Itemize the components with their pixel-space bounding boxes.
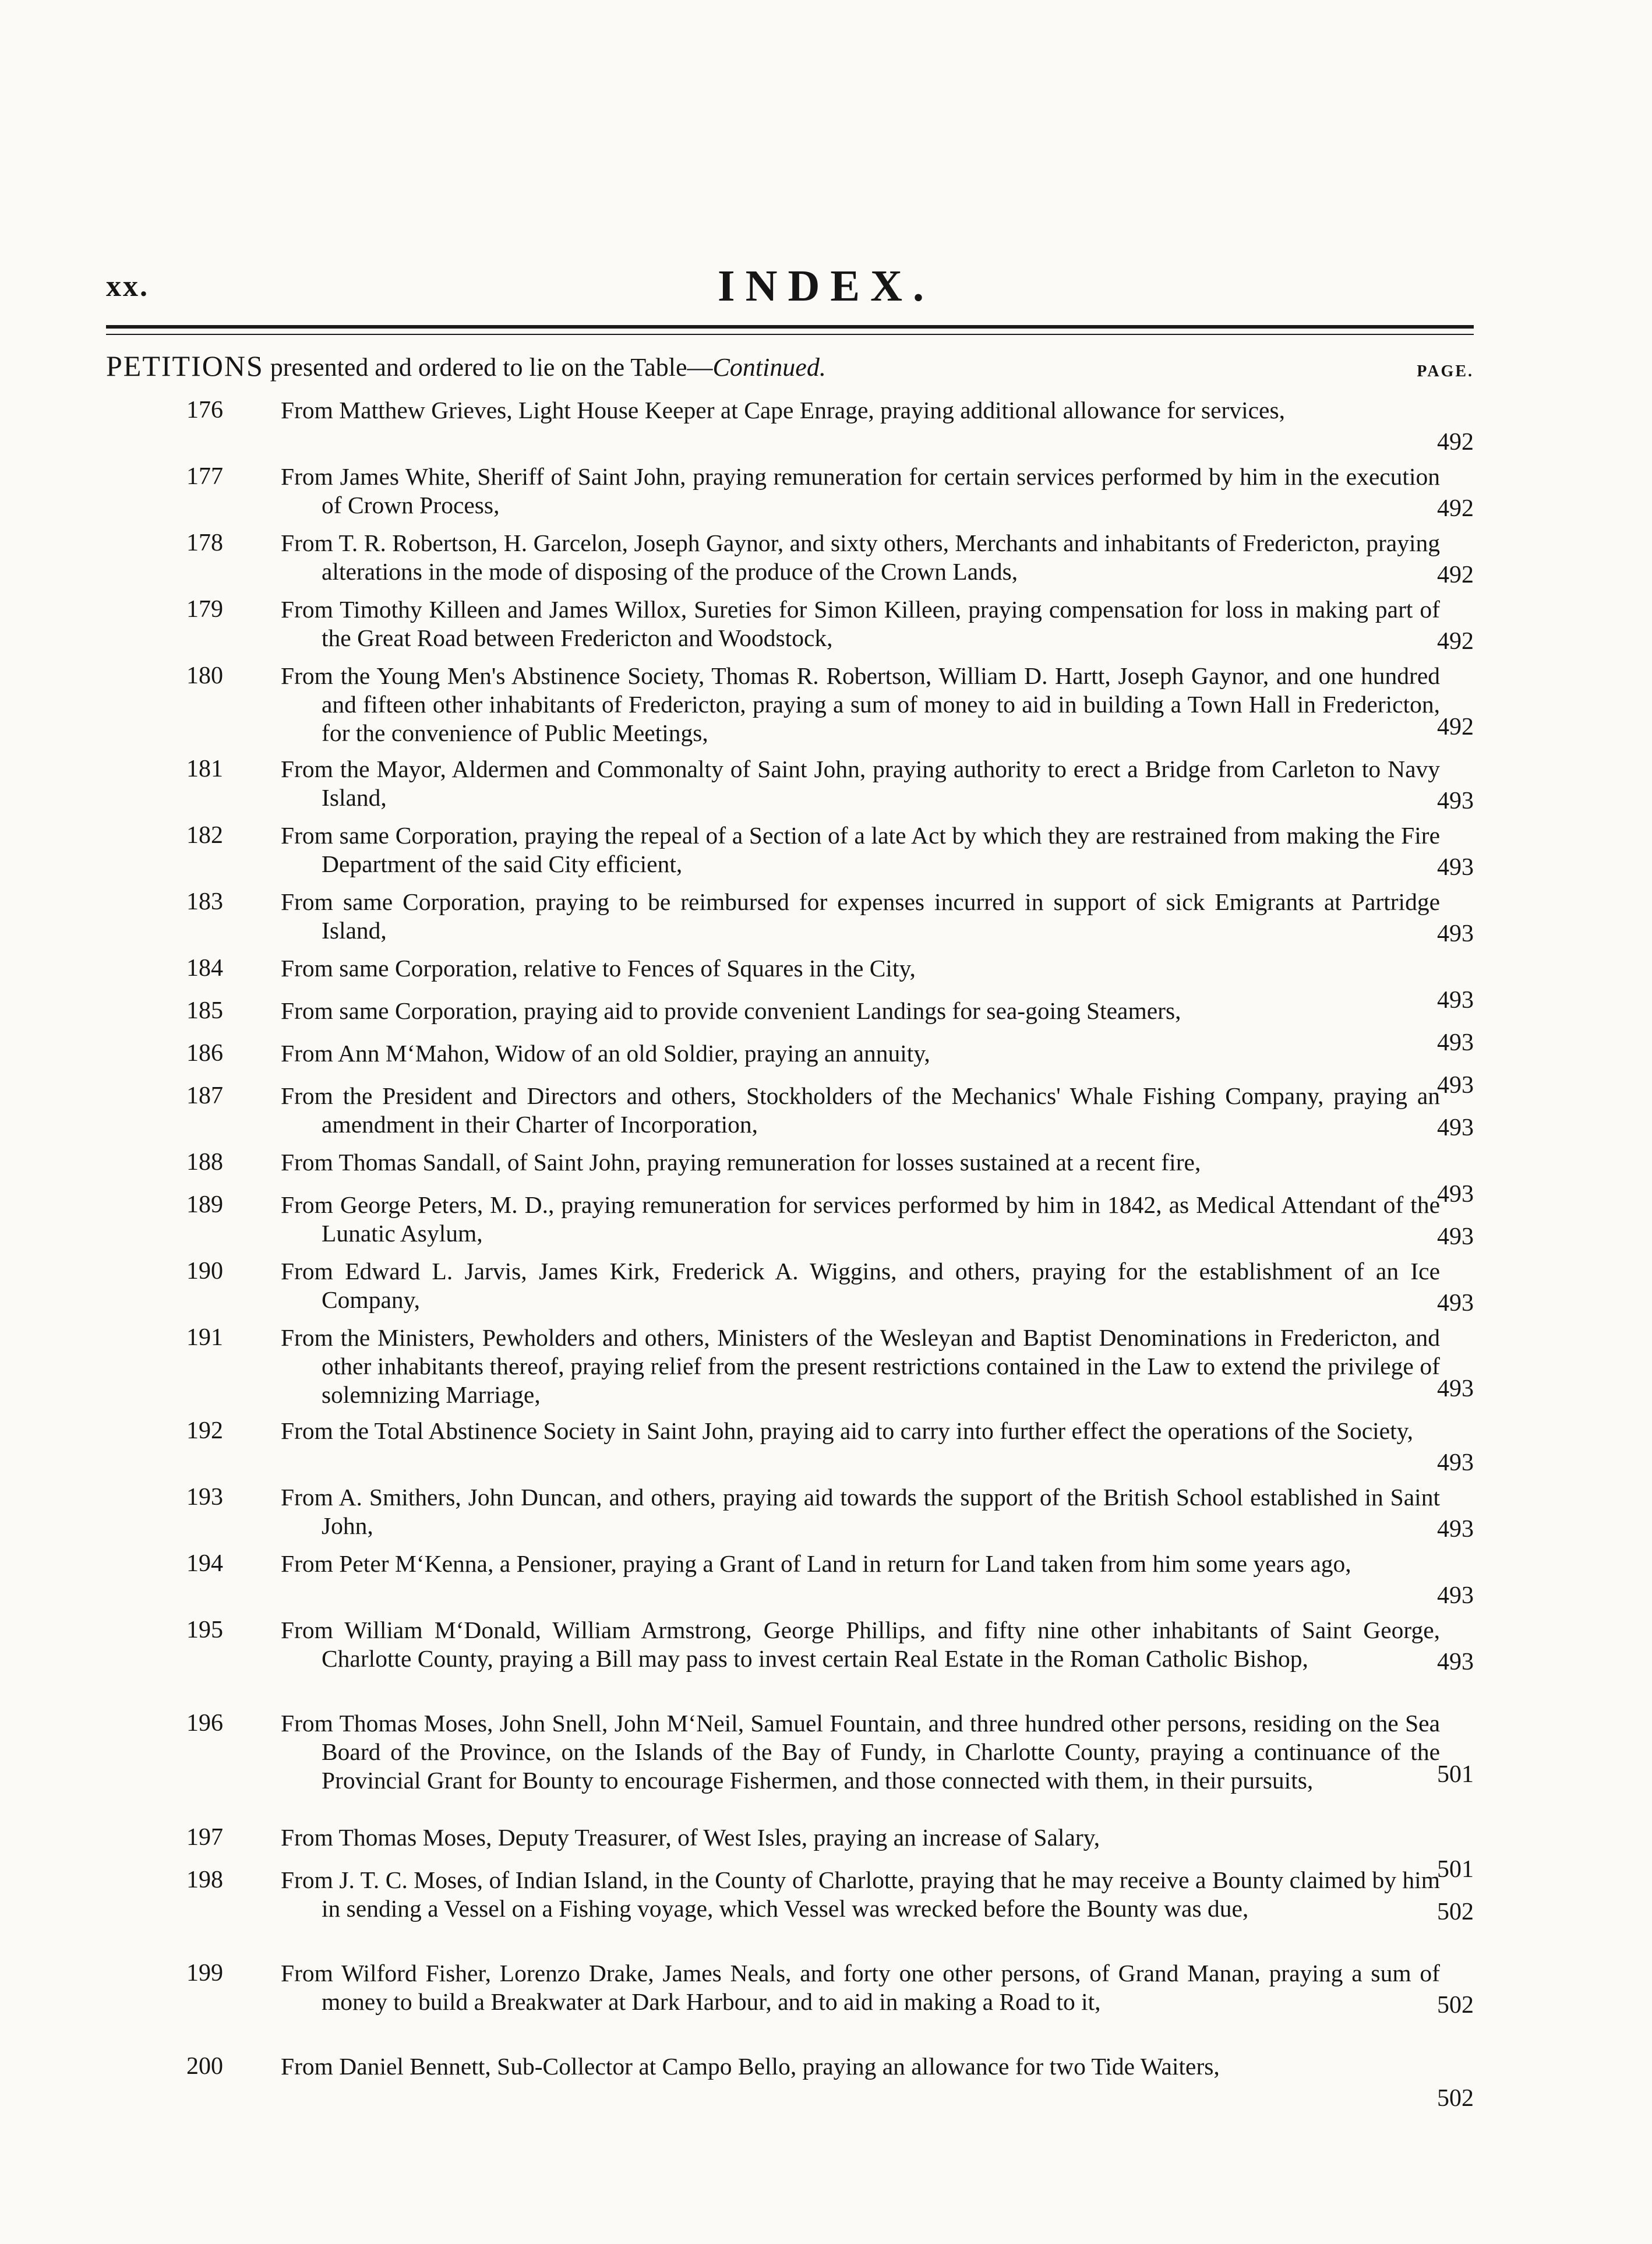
petition-page: 493 (1437, 1181, 1474, 1208)
petition-text: From Wilford Fisher, Lorenzo Drake, James Neals, and forty one other persons, of Grand Manan, praying a sum of money to build a Breakwater at Dark Harbour, and to aid in making a Road to it, (281, 1960, 1440, 2015)
petition-entry (106, 1616, 1474, 1682)
petition-text: From Thomas Moses, Deputy Treasurer, of West Isles, praying an increase of Salary, (281, 1824, 1100, 1851)
petition-entry (106, 396, 1474, 463)
petition-entry (106, 1483, 1474, 1550)
petition-number: 197 (186, 1824, 223, 1851)
petition-number: 177 (186, 463, 223, 490)
petition-text: From William M‘Donald, William Armstrong, George Phillips, and fifty nine other inhabitants of Saint George, Charlotte County, praying a Bill may pass to invest certain Real Estate in the Roman Catholic Bishop, (281, 1617, 1440, 1672)
petition-page: 492 (1437, 429, 1474, 456)
petition-number: 182 (186, 822, 223, 849)
petition-text: From T. R. Robertson, H. Garcelon, Joseph Gaynor, and sixty others, Merchants and inhabitants of Fredericton, praying alterations in the mode of disposing of the produce of the Crown Lands, (281, 530, 1440, 585)
petition-text: From Ann M‘Mahon, Widow of an old Soldier, praying an annuity, (281, 1040, 930, 1067)
petition-text: From same Corporation, praying aid to provide convenient Landings for sea-going Steamers, (281, 997, 1181, 1024)
petition-page: 493 (1437, 1072, 1474, 1099)
petition-text: From J. T. C. Moses, of Indian Island, in the County of Charlotte, praying that he may receive a Bounty claimed by him in sending a Vessel on a Fishing voyage, which Vessel was wrecked before the Bounty was due, (281, 1867, 1440, 1922)
petition-number: 179 (186, 596, 223, 623)
petition-number: 190 (186, 1258, 223, 1285)
petition-number: 192 (186, 1417, 223, 1444)
page-title: INDEX. (718, 262, 934, 311)
petition-text: From Peter M‘Kenna, a Pensioner, praying a Grant of Land in return for Land taken from him some years ago, (281, 1550, 1351, 1577)
petition-number: 189 (186, 1191, 223, 1218)
petition-page: 493 (1437, 920, 1474, 947)
petition-page: 493 (1437, 1649, 1474, 1675)
petition-number: 178 (186, 530, 223, 556)
petition-number: 181 (186, 756, 223, 782)
petition-entry (106, 595, 1474, 662)
petition-entry (106, 1550, 1474, 1616)
section-continued: Continued. (712, 353, 826, 382)
petition-entry (106, 755, 1474, 821)
page-column-header: PAGE. (1417, 362, 1474, 380)
petition-page: 492 (1437, 628, 1474, 655)
petition-entry (106, 1257, 1474, 1324)
section-label: PETITIONS (106, 350, 264, 382)
petition-number: 200 (186, 2053, 223, 2080)
petition-text: From Daniel Bennett, Sub-Collector at Campo Bello, praying an allowance for two Tide Waiters, (281, 2053, 1220, 2080)
petition-text: From the Total Abstinence Society in Saint John, praying aid to carry into further effect the operations of the Society, (281, 1417, 1414, 1444)
petition-page: 492 (1437, 562, 1474, 588)
petition-text: From James White, Sheriff of Saint John, praying remuneration for certain services performed by him in the execution of Crown Process, (281, 463, 1440, 518)
petition-page: 493 (1437, 1114, 1474, 1141)
petition-page: 501 (1437, 1761, 1474, 1788)
petition-number: 184 (186, 955, 223, 982)
petition-entry (106, 1866, 1474, 1932)
section-description: presented and ordered to lie on the Table— (270, 353, 713, 382)
petition-page: 493 (1437, 1290, 1474, 1317)
petition-page: 493 (1437, 1029, 1474, 1056)
petition-page: 493 (1437, 1582, 1474, 1609)
petition-number: 188 (186, 1149, 223, 1176)
petition-text: From the President and Directors and others, Stockholders of the Mechanics' Whale Fishing Company, praying an amendment in their Charter of Incorporation, (281, 1082, 1440, 1138)
petition-page: 502 (1437, 1899, 1474, 1925)
petition-number: 187 (186, 1082, 223, 1109)
petition-text: From same Corporation, praying the repeal of a Section of a late Act by which they are restrained from making the Fire Department of the said City efficient, (281, 822, 1440, 877)
petition-entry (106, 463, 1474, 529)
petition-page: 493 (1437, 788, 1474, 814)
petition-number: 176 (186, 397, 223, 424)
petition-entry (106, 1082, 1474, 1148)
petition-page: 493 (1437, 987, 1474, 1014)
petition-text: From the Young Men's Abstinence Society, Thomas R. Robertson, William D. Hartt, Joseph Gaynor, and one hundred and fifteen other inhabitants of Fredericton, praying a sum of money to aid in building a Town Hall in Fredericton, for the convenience of Public Meetings, (281, 662, 1440, 746)
petition-entry (106, 662, 1474, 747)
petition-number: 183 (186, 888, 223, 915)
petition-number: 195 (186, 1617, 223, 1643)
petition-number: 199 (186, 1960, 223, 1987)
petition-number: 194 (186, 1550, 223, 1577)
petition-entry (106, 529, 1474, 595)
petition-entry (106, 1324, 1474, 1409)
petition-page: 502 (1437, 2085, 1474, 2112)
petition-page: 492 (1437, 495, 1474, 522)
petition-text: From Matthew Grieves, Light House Keeper at Cape Enrage, praying additional allowance for services, (281, 397, 1285, 424)
petition-entry (106, 821, 1474, 888)
petition-number: 185 (186, 997, 223, 1024)
petition-number: 193 (186, 1484, 223, 1511)
petition-page: 492 (1437, 714, 1474, 740)
petition-entry (106, 1191, 1474, 1257)
header-rule-thin (106, 334, 1474, 335)
petition-page: 493 (1437, 1223, 1474, 1250)
petition-number: 186 (186, 1040, 223, 1067)
petition-page: 501 (1437, 1856, 1474, 1883)
petition-text: From same Corporation, praying to be reimbursed for expenses incurred in support of sick Emigrants at Partridge Island, (281, 888, 1440, 944)
petition-page: 493 (1437, 1375, 1474, 1402)
petition-number: 198 (186, 1867, 223, 1893)
petition-page: 502 (1437, 1992, 1474, 2019)
petition-text: From A. Smithers, John Duncan, and others, praying aid towards the support of the British School established in Saint John, (281, 1484, 1440, 1539)
petition-text: From Thomas Moses, John Snell, John M‘Neil, Samuel Fountain, and three hundred other persons, residing on the Sea Board of the Province, on the Islands of the Bay of Fundy, in Charlotte County, praying a continuance of the Provincial Grant for Bounty to encourage Fishermen, and those connected with them, in their pursuits, (281, 1710, 1440, 1794)
petition-page: 493 (1437, 1516, 1474, 1543)
petition-text: From the Mayor, Aldermen and Commonalty of Saint John, praying authority to erect a Bridge from Carleton to Navy Island, (281, 756, 1440, 811)
petition-text: From the Ministers, Pewholders and others, Ministers of the Wesleyan and Baptist Denominations in Fredericton, and other inhabitants thereof, praying relief from the present restrictions contained in the Law to extend the privilege of solemnizing Marriage, (281, 1324, 1440, 1408)
petition-number: 191 (186, 1324, 223, 1351)
petition-text: From Edward L. Jarvis, James Kirk, Frederick A. Wiggins, and others, praying for the establishment of an Ice Company, (281, 1258, 1440, 1313)
page-number: xx. (106, 270, 149, 303)
petition-text: From Timothy Killeen and James Willox, Sureties for Simon Killeen, praying compensation for loss in making part of the Great Road between Fredericton and Woodstock, (281, 596, 1440, 651)
petition-number: 196 (186, 1710, 223, 1737)
petition-page: 493 (1437, 854, 1474, 881)
petition-entry (106, 1959, 1474, 2026)
petition-entry (106, 2052, 1474, 2119)
petition-text: From George Peters, M. D., praying remuneration for services performed by him in 1842, as Medical Attendant of the Lunatic Asylum, (281, 1191, 1440, 1247)
petition-number: 180 (186, 662, 223, 689)
petition-text: From same Corporation, relative to Fences of Squares in the City, (281, 955, 916, 982)
petition-text: From Thomas Sandall, of Saint John, praying remuneration for losses sustained at a recent fire, (281, 1149, 1201, 1176)
petition-entry (106, 1417, 1474, 1483)
petition-entry (106, 1709, 1474, 1795)
section-heading (106, 350, 1474, 384)
petition-page: 493 (1437, 1449, 1474, 1476)
header-rule-thick (106, 325, 1474, 329)
petition-entry (106, 888, 1474, 954)
